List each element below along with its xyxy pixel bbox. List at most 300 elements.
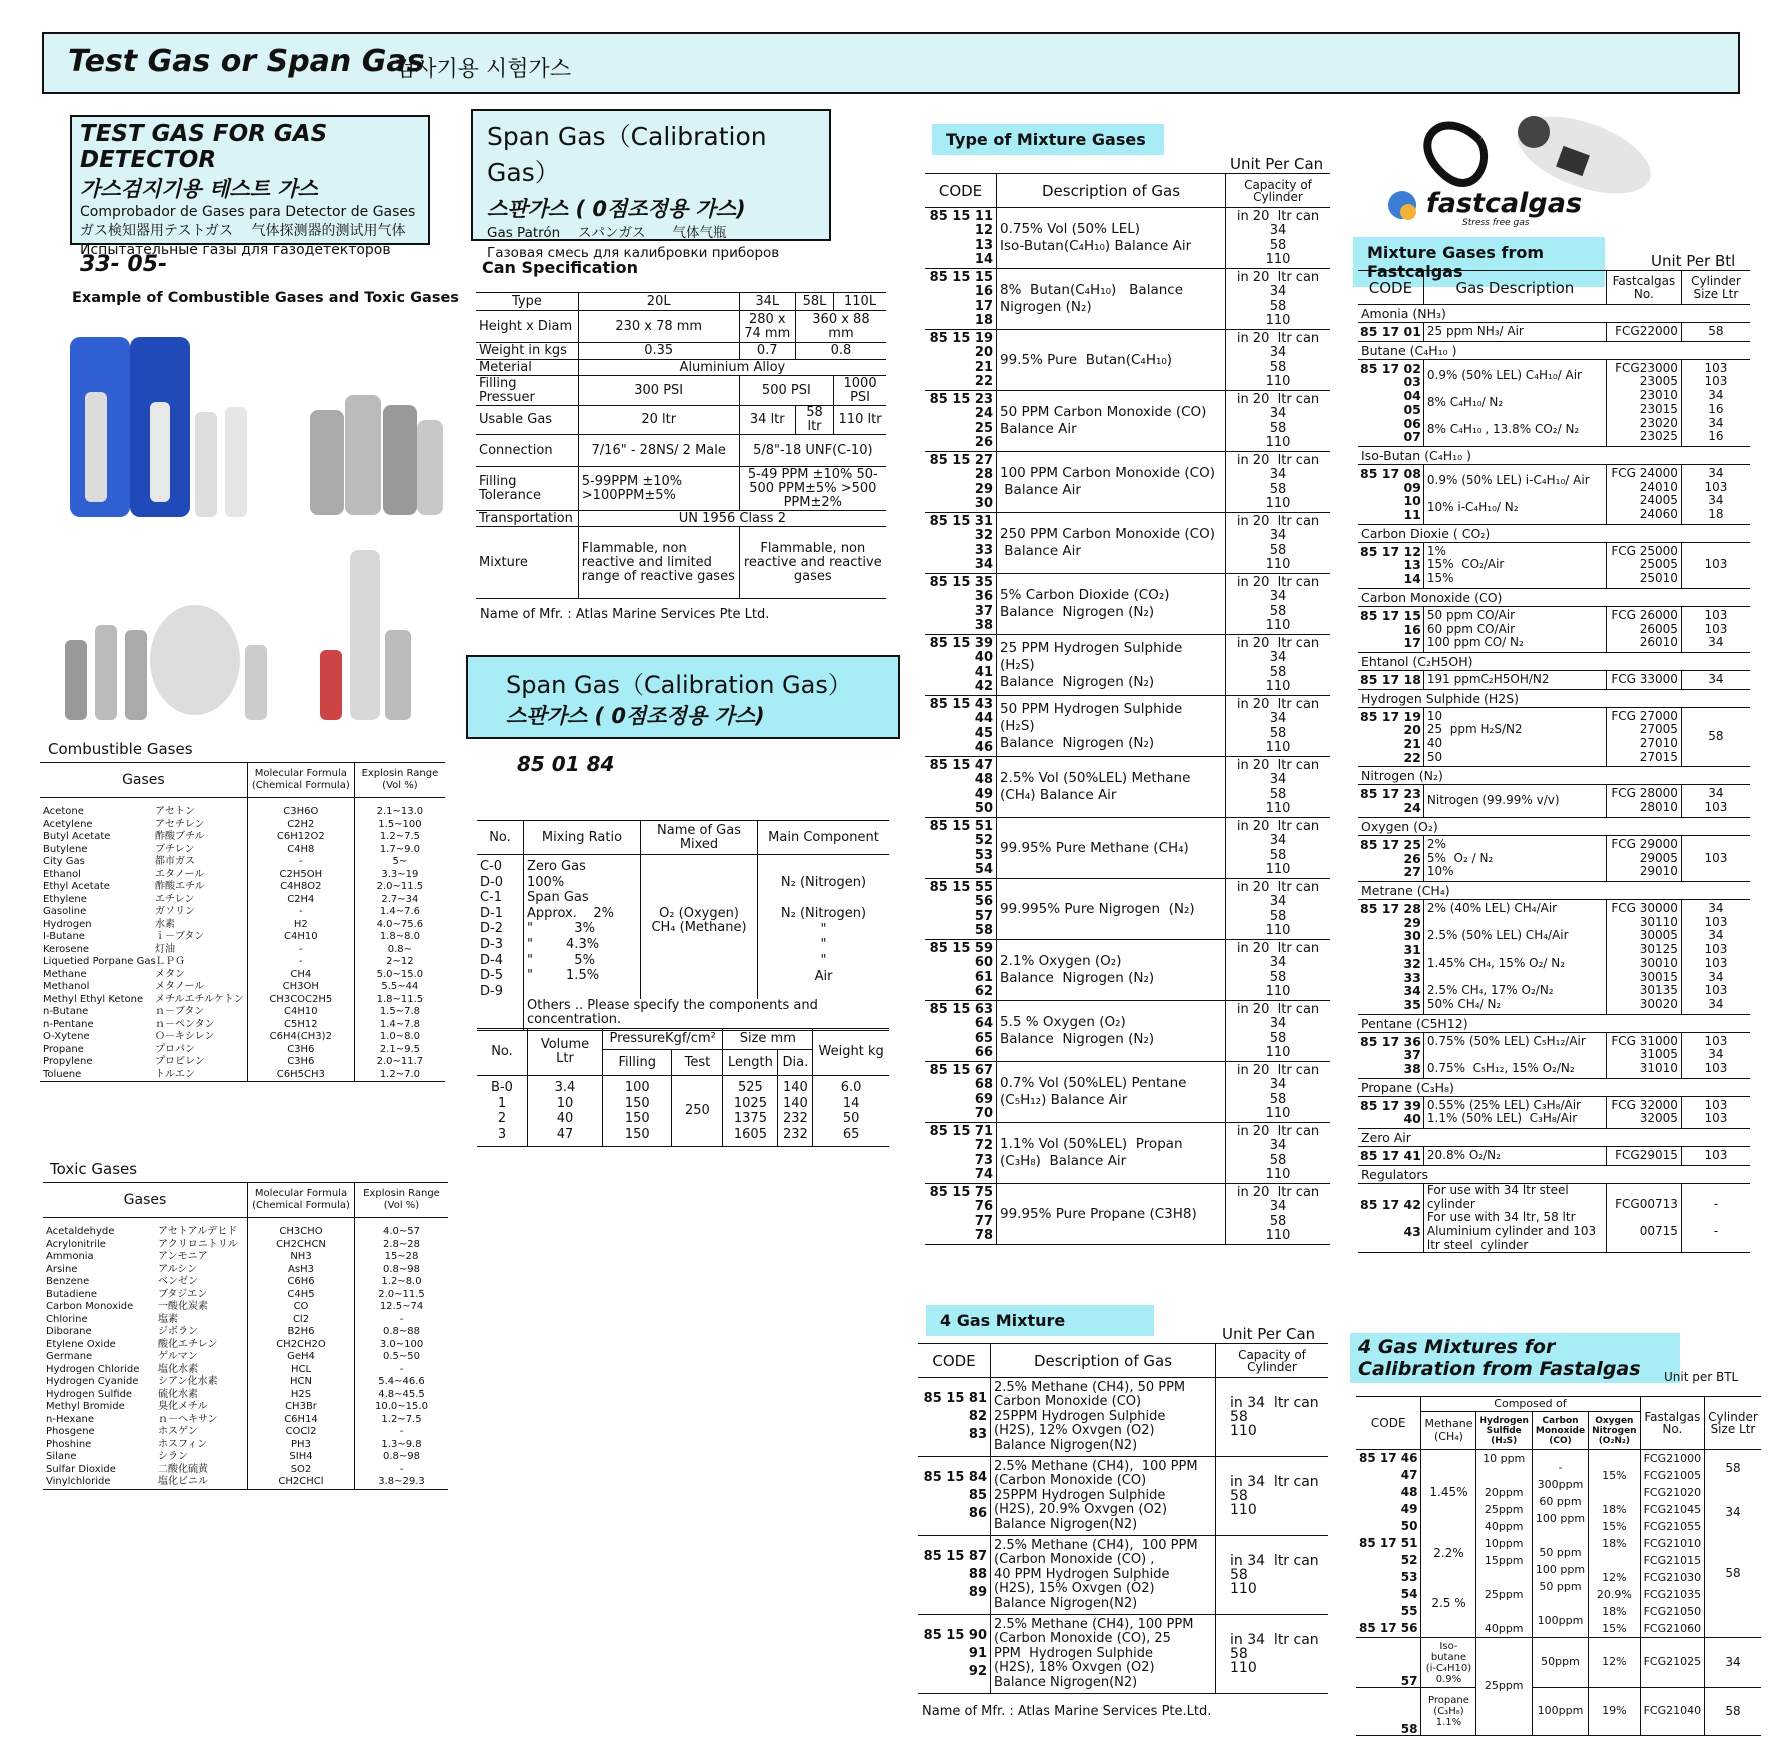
fastcal-group-header (1358, 652, 1750, 670)
four-gas-row (918, 1457, 1328, 1536)
fcal-57-size: 34 (1705, 1638, 1761, 1688)
mixture-cap: in 20 ltr can 34 58 110 (1226, 391, 1331, 452)
fastcal-group-name: Metrane (CH₄) (1361, 882, 1450, 898)
mixture-desc: 50 PPM Carbon Monoxide (CO) Balance Air (997, 391, 1226, 452)
span-gas-box-2 (466, 655, 900, 739)
mixture-types-grid (925, 173, 1330, 1245)
spec-weight-34l: 0.7 (739, 343, 795, 360)
fastcal-row (1358, 464, 1750, 524)
mixture-row (925, 818, 1330, 879)
four-gas-col-cap: Capacity of Cylinder (1216, 1344, 1329, 1378)
mixture-cap: in 20 ltr can 34 58 110 (1226, 1184, 1331, 1245)
fastcal-code: 85 17 18 (1360, 671, 1421, 687)
mixture-cap: in 20 ltr can 34 58 110 (1226, 1001, 1331, 1062)
fcal-57-co: 50ppm (1532, 1638, 1588, 1688)
fastcal-no: FCG 28000 28010 (1606, 785, 1681, 817)
mixture-row (925, 391, 1330, 452)
mixture-cap: in 20 ltr can 34 58 110 (1226, 696, 1331, 757)
toxic-table (43, 1182, 448, 1490)
mix-col-ratio: Mixing Ratio (524, 821, 641, 855)
spec-usable-58l: 58 ltr (795, 406, 833, 435)
page-title: Test Gas or Span Gas (68, 44, 425, 79)
fastcal-no: FCG 24000 24010 24005 24060 (1606, 464, 1681, 524)
spec-pressure-label: Filling Pressuer (479, 375, 535, 405)
cyl-vol-list: 3.4 10 40 47 (528, 1076, 603, 1147)
mixture-code: 85 15 47 48 49 50 (929, 758, 993, 816)
toxic-formula: CH3CHO CH2CHCN NH3 AsH3 C6H6 C4H5 CO Cl2 B2H6 CH2CH2O GeH4 HCL HCN H2S CH3Br C6H14 COCl2 PH3 SIH4 SO2 CH2CHCl (248, 1218, 355, 1490)
mixture-cap: in 20 ltr can 34 58 110 (1226, 757, 1331, 818)
mixture-cap: in 20 ltr can 34 58 110 (1226, 1123, 1331, 1184)
mixture-row (925, 940, 1330, 1001)
fastcal-grid (1358, 270, 1750, 1253)
fc-col-no: Fastcalgas No. (1606, 271, 1681, 305)
mixture-code: 85 15 71 72 73 74 (929, 1124, 993, 1182)
example-title: Example of Combustible Gases and Toxic Gases (72, 290, 459, 306)
fcal-meth-2: 2.2% (1433, 1546, 1464, 1560)
spec-pressure-34l: 500 PSI (739, 376, 833, 406)
mixture-cap: in 20 ltr can 34 58 110 (1226, 513, 1331, 574)
spec-material: Aluminium Alloy (578, 360, 886, 376)
four-gas-code: 85 15 90 91 92 (923, 1628, 987, 1679)
fastcal-no: FCG29015 (1606, 1147, 1681, 1166)
bottles-icon (315, 540, 425, 725)
mixture-code: 85 15 39 40 41 42 (929, 636, 993, 694)
fastcal-row (1358, 670, 1750, 689)
fastcal-desc: 191 ppmC₂H5OH/N2 (1423, 670, 1606, 689)
fastcal-size: 58 (1681, 323, 1750, 342)
cyl-dia-list: 140 140 232 232 (778, 1076, 813, 1147)
fastcal-group-name: Hydrogen Sulphide (H2S) (1361, 690, 1520, 706)
toxic-col-range: Explosin Range (Vol %) (355, 1183, 449, 1218)
code-33-05: 33- 05- (80, 252, 168, 277)
mixture-code: 85 15 67 68 69 70 (929, 1063, 993, 1121)
fastcal-group-name: Ehtanol (C₂H5OH) (1361, 653, 1473, 669)
four-gas-desc: 2.5% Methane (CH4), 100 PPM (Carbon Monoxide (CO) , 40 PPM Hydrogen Sulphide (H2S), 15% Oxvgen (O2) Balance Nigrogen(N2) (991, 1536, 1216, 1615)
spec-weight-label: Weight in kgs (479, 343, 567, 358)
fcal-col-o2: Oxygen Nitrogen (O₂N₂) (1589, 1412, 1640, 1450)
fastcal-code: 85 17 02 03 04 05 06 07 (1360, 360, 1421, 445)
fastcal-size: - - (1681, 1183, 1750, 1253)
fastcal-desc: 50 ppm CO/Air 60 ppm CO/Air 100 ppm CO/ N₂ (1423, 606, 1606, 652)
span-gas-box (471, 109, 831, 261)
fastcal-group-header (1358, 817, 1750, 835)
mixture-cap: in 20 ltr can 34 58 110 (1226, 574, 1331, 635)
fastcal-code: 85 17 01 (1360, 324, 1421, 339)
mixture-code: 85 15 35 36 37 38 (929, 575, 993, 633)
toxic-col-formula: Molecular Formula (Chemical Formula) (248, 1183, 355, 1218)
spec-connection-20l: 7/16" - 28NS/ 2 Male (578, 435, 739, 467)
mixture-cap: in 20 ltr can 34 58 110 (1226, 330, 1331, 391)
test-gas-jp: ガス検知器用テストガス 气体探测器的测试用气体 (80, 223, 406, 239)
combustible-range: 2.1~13.0 1.5~100 1.2~7.5 1.7~9.0 5~ 3.3~19 2.0~11.5 2.7~34 1.4~7.6 4.0~75.6 1.8~8.0 0.8~ 2~12 5.0~15.0 5.5~44 1.8~11.5 1.5~7.8 1.4~7.8 1.0~8.0 2.1~9.5 2.0~11.7 1.2~7.0 (354, 798, 445, 1082)
four-gas-row (918, 1615, 1328, 1694)
fcal-h2s-list: 10 ppm 20ppm 25ppm 40ppm 10ppm 15ppm 25ppm 40ppm (1476, 1450, 1532, 1638)
span-gas-heading: Span Gas（Calibration Gas） (487, 122, 767, 187)
fcal-o2-list: 15% 18% 15% 18% 12% 20.9% 18% 15% (1589, 1450, 1640, 1638)
spec-tolerance-20l: 5-99PPM ±10% >100PPM±5% (578, 467, 739, 511)
cyl-col-no: No. (477, 1029, 528, 1076)
fastcal-desc: 25 ppm NH₃/ Air (1423, 323, 1606, 342)
fastcal-code: 85 17 08 09 10 11 (1360, 465, 1421, 523)
mixture-row (925, 452, 1330, 513)
mixture-desc: 99.995% Pure Nigrogen (N₂) (997, 879, 1226, 940)
fastcal-group-name: Carbon Dioxie ( CO₂) (1361, 525, 1491, 541)
fastcal-row (1358, 707, 1750, 767)
mixture-row (925, 574, 1330, 635)
fastcal-group-header (1358, 588, 1750, 606)
fastcalgas-brand: fastcalgas (1426, 188, 1583, 219)
combustible-table (40, 762, 445, 1082)
fcal-meth-1: 1.45% (1429, 1485, 1468, 1499)
mixture-cap: in 20 ltr can 34 58 110 (1226, 879, 1331, 940)
spec-height-20l: 230 x 78 mm (578, 311, 739, 343)
fastcal-code: 85 17 28 29 30 31 32 33 34 35 (1360, 900, 1421, 1012)
mixture-cap: in 20 ltr can 34 58 110 (1226, 1062, 1331, 1123)
fastcal-size: 103 34 103 (1681, 1032, 1750, 1078)
mixture-cap: in 20 ltr can 34 58 110 (1226, 452, 1331, 513)
mixture-desc: 250 PPM Carbon Monoxide (CO) Balance Air (997, 513, 1226, 574)
combustible-jp: アセトン アセチレン 酢酸ブチル ブチレン 都市ガス エタノール 酢酸エチル エチレン ガソリン 水素 ｉ－ブタン 灯油 ＬＰＧ メタン メタノール メチルエチルケトン ｎ－ブタン ｎ－ペンタン Ｏ－キシレン プロパン プロピレン トルエン (155, 806, 244, 1080)
toxic-title: Toxic Gases (50, 1160, 138, 1178)
product-photo-kit (65, 332, 265, 527)
fastcal-code: 85 17 23 24 (1360, 786, 1421, 816)
test-gas-box (70, 115, 430, 258)
fcal-57-h2s: 25ppm (1476, 1638, 1532, 1736)
fastcal-group-name: Amonia (NH₃) (1361, 306, 1446, 321)
fastcal-size: 103 (1681, 835, 1750, 881)
fastcal-code: 85 17 25 26 27 (1360, 836, 1421, 880)
mixture-row (925, 269, 1330, 330)
fcal-size-3: 58 (1725, 1566, 1741, 1580)
four-gas-desc: 2.5% Methane (CH4), 100 PPM (Carbon Monoxide (CO), 25 PPM Hydrogen Sulphide (H2S), 18% Oxvgen (O2) Balance Nigrogen(N2) (991, 1615, 1216, 1694)
fastcal-group-name: Propane (C₃H₈) (1361, 1079, 1454, 1095)
fastcal-row (1358, 899, 1750, 1014)
mixture-code: 85 15 51 52 53 54 (929, 819, 993, 877)
mix-col-name: Name of Gas Mixed (641, 821, 758, 855)
mix-main-list: N₂ (Nitrogen) N₂ (Nitrogen) " " " Air (758, 855, 890, 1000)
fastcal-no: FCG00713 00715 (1606, 1183, 1681, 1253)
fastcal-code: 85 17 42 43 (1360, 1196, 1421, 1239)
mix-col-no: No. (489, 829, 511, 845)
fastcal-group-name: Regulators (1361, 1166, 1429, 1182)
span-gas-heading-kr: 스판가스 ( 0점조정용 가스) (487, 197, 746, 221)
fcal-58-o2: 19% (1589, 1688, 1640, 1736)
fastcal-code: 85 17 41 (1360, 1148, 1421, 1164)
fastcal-no: FCG 29000 29005 29010 (1606, 835, 1681, 881)
fcal-col-co: Carbon Monoxide (CO) (1532, 1412, 1588, 1450)
fastcal-no: FCG 27000 27005 27010 27015 (1606, 707, 1681, 767)
fastcalgas-logo (1384, 100, 1684, 240)
fastcal-group-name: Iso-Butan (C₄H₁₀ ) (1361, 447, 1471, 463)
fcal-58-size: 58 (1705, 1688, 1761, 1736)
cyl-fill-list: 100 150 150 150 (603, 1076, 672, 1147)
fastcal-size: 103 103 34 16 34 16 (1681, 359, 1750, 446)
four-gas-row (918, 1378, 1328, 1457)
toxic-grid (43, 1182, 448, 1490)
mixture-row (925, 1001, 1330, 1062)
four-gas-cap: in 34 ltr can 58 110 (1216, 1378, 1329, 1457)
mixture-row (925, 330, 1330, 391)
cyl-test: 250 (672, 1076, 723, 1147)
mixture-code: 85 15 11 12 13 14 (929, 209, 993, 267)
fastcal-code: 85 17 39 40 (1360, 1097, 1421, 1127)
fastcal-desc: 20.8% O₂/N₂ (1423, 1147, 1606, 1166)
four-gas-desc: 2.5% Methane (CH4), 50 PPM Carbon Monoxide (CO) 25PPM Hydrogen Sulphide (H2S), 12% Oxvgen (O2) Balance Nigrogen(N2) (991, 1378, 1216, 1457)
fcal-58-code: 58 (1400, 1721, 1418, 1736)
fastcal-group-header (1358, 305, 1750, 323)
page-title-korean: 검사기용 시험가스 (394, 57, 572, 82)
mixture-desc: 2.1% Oxygen (O₂) Balance Nigrogen (N₂) (997, 940, 1226, 1001)
spec-weight-58l: 0.8 (795, 343, 886, 360)
cyl-no-list: B-0 1 2 3 (491, 1080, 513, 1142)
toxic-jp: アセトアルデヒド アクリロニトリル アンモニア アルシン ベンゼン ブタジエン 一酸化炭素 塩素 ジボラン 酸化エチレン ゲルマン 塩化水素 シアン化水素 硫化水素 臭化メチル ｎ－ヘキサン ホスゲン ホスフィン シラン 二酸化硫黄 塩化ビニル (158, 1226, 238, 1487)
fastcal-no: FCG 30000 30110 30005 30125 30010 30015 30135 30020 (1606, 899, 1681, 1014)
fastcal-group-header (1358, 881, 1750, 899)
four-gas-table (918, 1343, 1328, 1719)
fastcal-no: FCG 33000 (1606, 670, 1681, 689)
fastcal-group-header (1358, 689, 1750, 707)
spec-material-label: Meterial (479, 359, 532, 375)
fastcalgas-tagline: Stress free gas (1462, 218, 1530, 228)
spec-type-20l: 20L (578, 293, 739, 311)
four-gas-code: 85 15 84 85 86 (923, 1470, 987, 1521)
can-spec-mfr: Name of Mfr. : Atlas Marine Services Pte Ltd. (480, 607, 770, 622)
fcal-size-2: 34 (1725, 1505, 1741, 1519)
four-cal-unit: Unit per BTL (1664, 1370, 1739, 1384)
mixture-row (925, 1062, 1330, 1123)
fastcal-row (1358, 359, 1750, 446)
fastcal-group-header (1358, 524, 1750, 542)
four-cal-grid (1356, 1396, 1761, 1736)
four-gas-title: 4 Gas Mixture (926, 1305, 1154, 1336)
spec-usable-110l: 110 ltr (834, 406, 886, 435)
fastcal-size: 103 103 34 (1681, 606, 1750, 652)
mix-ratio-list: Zero Gas 100% Span Gas Approx. 2% " 3% " 4.3% " 5% " 1.5% (524, 855, 641, 1000)
fastcal-no: FCG 31000 31005 31010 (1606, 1032, 1681, 1078)
spec-type-110l: 110L (834, 293, 886, 311)
fc-col-code: CODE (1368, 278, 1413, 297)
mixture-row (925, 208, 1330, 269)
fcal-col-code: CODE (1356, 1397, 1421, 1450)
mixture-desc: 1.1% Vol (50%LEL) Propan (C₃H₈) Balance Air (997, 1123, 1226, 1184)
fastcal-row (1358, 1096, 1750, 1128)
fastcal-group-name: Butane (C₄H₁₀ ) (1361, 342, 1457, 358)
fastcal-row (1358, 1183, 1750, 1253)
mixture-types-title: Type of Mixture Gases (932, 124, 1164, 155)
col-gases: Gases (122, 771, 165, 788)
fastcal-row (1358, 835, 1750, 881)
fastcal-size: 103 (1681, 542, 1750, 588)
mixture-code: 85 15 23 24 25 26 (929, 392, 993, 450)
mix-types-col-cap: Capacity of Cylinder (1226, 174, 1331, 208)
mixture-code: 85 15 55 56 57 58 (929, 880, 993, 938)
spec-mixture-20l: Flammable, non reactive and limited range of reactive gases (578, 527, 739, 599)
spec-usable-20l: 20 ltr (578, 406, 739, 435)
product-photo-bottles (315, 540, 425, 725)
mix-types-col-desc: Description of Gas (997, 174, 1226, 208)
can-spec-table (476, 292, 886, 622)
fastcal-no: FCG23000 23005 23010 23015 23020 23025 (1606, 359, 1681, 446)
can-spec-grid (476, 292, 886, 599)
toxic-range: 4.0~57 2.8~28 15~28 0.8~98 1.2~8.0 2.0~11.5 12.5~74 - 0.8~88 3.0~100 0.5~50 - 5.4~46.6 4.8~45.5 10.0~15.0 1.2~7.5 - 1.3~9.8 0.8~98 - 3.8~29.3 (355, 1218, 449, 1490)
combustible-names: Acetone Acetylene Butyl Acetate Butylene City Gas Ethanol Ethyl Acetate Ethylene Gasoline Hydrogen I-Butane Kerosene Liquetied Porpane Gas Methane Methanol Methyl Ethyl Ketone n-Butane n-Pentane O-Xytene Propane Propylene Toluene (43, 806, 156, 1080)
spec-usable-34l: 34 ltr (739, 406, 795, 435)
mixture-code: 85 15 59 60 61 62 (929, 941, 993, 999)
cyl-col-weight: Weight kg (813, 1029, 889, 1076)
fastcal-group-header (1358, 446, 1750, 464)
spec-mixture-other: Flammable, non reactive and reactive gases (739, 527, 886, 599)
spec-pressure-20l: 300 PSI (578, 376, 739, 406)
fcal-col-h2s: Hydrogen Sulfide (H₂S) (1476, 1412, 1532, 1450)
spec-type-58l: 58L (795, 293, 833, 311)
fastcal-desc: 0.55% (25% LEL) C₃H₈/Air 1.1% (50% LEL) C₃H₈/Air (1423, 1096, 1606, 1128)
fastcal-code: 85 17 36 37 38 (1360, 1033, 1421, 1077)
mixture-desc: 99.95% Pure Methane (CH₄) (997, 818, 1226, 879)
four-gas-mfr: Name of Mfr. : Atlas Marine Services Pte.Ltd. (922, 1704, 1212, 1719)
mixture-desc: 2.5% Vol (50%LEL) Methane (CH₄) Balance Air (997, 757, 1226, 818)
mixture-row (925, 757, 1330, 818)
four-gas-cap: in 34 ltr can 58 110 (1216, 1536, 1329, 1615)
mixture-types-table (925, 173, 1330, 1245)
four-gas-desc: 2.5% Methane (CH4), 100 PPM (Carbon Monoxide (CO) 25PPM Hydrogen Sulphide (H2S), 20.9% Oxvgen (O2) Balance Nigrogen(N2) (991, 1457, 1216, 1536)
fastcal-group-header (1358, 767, 1750, 785)
product-photo-cylinders (55, 550, 285, 725)
fastcal-group-header (1358, 1014, 1750, 1032)
spec-tolerance-label: Filling Tolerance (479, 473, 541, 503)
four-cal-title: 4 Gas Mixtures for Calibration from Fastalgas (1350, 1333, 1680, 1383)
fastcal-group-header (1358, 341, 1750, 359)
mixture-row (925, 696, 1330, 757)
cylinders-icon (55, 550, 285, 725)
spec-transport: UN 1956 Class 2 (578, 511, 886, 527)
fastcal-desc: 2% (40% LEL) CH₄/Air 2.5% (50% LEL) CH₄/Air 1.45% CH₄, 15% O₂/ N₂ 2.5% CH₄, 17% O₂/N₂ 50% CH₄/ N₂ (1423, 899, 1606, 1014)
fcal-57-code: 57 (1400, 1673, 1418, 1688)
mixture-cap: in 20 ltr can 34 58 110 (1226, 269, 1331, 330)
spec-type-34l: 34L (739, 293, 795, 311)
regulator-icon (1384, 100, 1684, 240)
mixture-desc: 8% Butan(C₄H₁₀) Balance Nigrogen (N₂) (997, 269, 1226, 330)
cyl-col-length: Length (723, 1050, 778, 1076)
four-cal-table (1356, 1396, 1758, 1736)
fcal-no-list: FCG21000 FCG21005 FCG21020 FCG21045 FCG21055 FCG21010 FCG21015 FCG21030 FCG21035 FCG21050 FCG21060 (1640, 1450, 1705, 1638)
mixture-desc: 5.5 % Oxygen (O₂) Balance Nigrogen (N₂) (997, 1001, 1226, 1062)
fastcal-group-header (1358, 1165, 1750, 1183)
four-gas-grid (918, 1343, 1328, 1694)
fastcal-group-name: Pentane (C5H12) (1361, 1015, 1468, 1031)
fastcal-size: 58 (1681, 707, 1750, 767)
test-gas-heading: TEST GAS FOR GAS DETECTOR (80, 121, 328, 173)
fastcal-size: 34 103 34 103 103 34 103 34 (1681, 899, 1750, 1014)
cyl-col-filling: Filling (603, 1050, 672, 1076)
mixture-code: 85 15 27 28 29 30 (929, 453, 993, 511)
mixture-desc: 0.7% Vol (50%LEL) Pentane (C₅H₁₂) Balance Air (997, 1062, 1226, 1123)
gas-kit-icon (65, 332, 265, 527)
fcal-col-no: Fastalgas No. (1640, 1397, 1705, 1450)
fastcal-size: 103 (1681, 1147, 1750, 1166)
fastcal-size: 103 103 (1681, 1096, 1750, 1128)
mixture-row (925, 513, 1330, 574)
fcal-col-methane: Methane (CH₄) (1421, 1412, 1476, 1450)
fastcal-desc: 0.9% (50% LEL) C₄H₁₀/ Air 8% C₄H₁₀/ N₂ 8% C₄H₁₀ , 13.8% CO₂/ N₂ (1423, 359, 1606, 446)
mixing-table (477, 820, 889, 1031)
mixture-code: 85 15 75 76 77 78 (929, 1185, 993, 1243)
fastcal-size: 34 103 34 18 (1681, 464, 1750, 524)
mixture-desc: 99.95% Pure Propane (C3H8) (997, 1184, 1226, 1245)
fastcal-group-name: Zero Air (1361, 1130, 1411, 1146)
four-gas-cap: in 34 ltr can 58 110 (1216, 1615, 1329, 1694)
fastcal-desc: 1% 15% CO₂/Air 15% (1423, 542, 1606, 588)
fastcal-row (1358, 1032, 1750, 1078)
fastcal-row (1358, 606, 1750, 652)
mixture-desc: 0.75% Vol (50% LEL) Iso-Butan(C₄H₁₀) Balance Air (997, 208, 1226, 269)
four-gas-cap: in 34 ltr can 58 110 (1216, 1457, 1329, 1536)
four-gas-row (918, 1536, 1328, 1615)
mix-no-list: C-0 D-0 C-1 D-1 D-2 D-3 D-4 D-5 D-9 (480, 859, 503, 999)
mixture-row (925, 635, 1330, 696)
fastcal-row (1358, 323, 1750, 342)
cyl-col-test: Test (672, 1050, 723, 1076)
fastcal-code: 85 17 15 16 17 (1360, 607, 1421, 651)
fastcal-code: 85 17 12 13 14 (1360, 543, 1421, 587)
fcal-col-size: Cylinder Size Ltr (1705, 1397, 1761, 1450)
spec-pressure-110l: 1000 PSI (834, 376, 886, 406)
spec-tolerance-other: 5-49 PPM ±10% 50-500 PPM±5% >500 PPM±2% (739, 467, 886, 511)
toxic-names: Acetaldehyde Acrylonitrile Ammonia Arsine Benzene Butadiene Carbon Monoxide Chlorine Diborane Etylene Oxide Germane Hydrogen Chloride Hydrogen Cyanide Hydrogen Sulfide Methyl Bromide n-Hexane Phosgene Phoshine Silane Sulfar Dioxide Vinylchloride (46, 1226, 140, 1487)
fastcal-row (1358, 542, 1750, 588)
fastcal-group-name: Carbon Monoxide (CO) (1361, 589, 1503, 605)
fastcal-group-name: Nitrogen (N₂) (1361, 768, 1443, 784)
mixture-code: 85 15 19 20 21 22 (929, 331, 993, 389)
fastcal-group-header (1358, 1129, 1750, 1147)
fastcal-desc: 2% 5% O₂ / N₂ 10% (1423, 835, 1606, 881)
fastcal-title: Mixture Gases from Fastcalgas (1353, 237, 1605, 287)
toxic-col-gases: Gases (123, 1191, 167, 1208)
fastcal-unit: Unit Per Btl (1651, 252, 1736, 270)
fc-col-desc: Gas Description (1423, 271, 1606, 305)
fcal-co-list: - 300ppm 60 ppm 100 ppm 50 ppm 100 ppm 50 ppm 100ppm (1532, 1450, 1588, 1638)
product-photo-cans (305, 370, 445, 520)
fcal-57-o2: 12% (1589, 1638, 1640, 1688)
fcal-57-no: FCG21025 (1640, 1638, 1705, 1688)
fc-col-size: Cylinder Size Ltr (1681, 271, 1750, 305)
fastcal-code: 85 17 19 20 21 22 (1360, 708, 1421, 765)
cyl-col-volume: Volume Ltr (528, 1029, 603, 1076)
gas-cans-icon (305, 370, 445, 520)
fastcal-row (1358, 785, 1750, 817)
fastcal-desc: 0.75% (50% LEL) C₅H₁₂/Air 0.75% C₅H₁₂, 15% O₂/N₂ (1423, 1032, 1606, 1078)
fcal-57-meth: Iso-butane (i-C₄H10) 0.9% (1421, 1638, 1476, 1688)
mixture-row (925, 1123, 1330, 1184)
spec-weight-20l: 0.35 (578, 343, 739, 360)
mix-name-list: O₂ (Oxygen) CH₄ (Methane) (641, 855, 758, 1000)
mixture-desc: 5% Carbon Dioxide (CO₂) Balance Nigrogen (N₂) (997, 574, 1226, 635)
test-gas-heading-kr: 가스검지기용 테스트 가스 (80, 177, 318, 201)
fastcal-no: FCG22000 (1606, 323, 1681, 342)
mixture-desc: 100 PPM Carbon Monoxide (CO) Balance Air (997, 452, 1226, 513)
combustible-formula: C3H6O C2H2 C6H12O2 C4H8 - C2H5OH C4H8O2 C2H4 - H2 C4H10 - - CH4 CH3OH CH3COC2H5 C4H10 C5H12 C6H4(CH3)2 C3H6 C3H6 C6H5CH3 (247, 798, 354, 1082)
fastcal-desc: Nitrogen (99.99% v/v) (1423, 785, 1606, 817)
fcal-58-no: FCG21040 (1640, 1688, 1705, 1736)
fastcal-group-header (1358, 1078, 1750, 1096)
mixture-cap: in 20 ltr can 34 58 110 (1226, 208, 1331, 269)
fcal-meth-3: 2.5 % (1431, 1596, 1466, 1610)
spec-height-label: Height x Diam (479, 318, 573, 334)
spec-transport-label: Transportation (479, 510, 573, 526)
fastcal-desc: For use with 34 ltr steel cylinder For use with 34 ltr, 58 ltr Aluminium cylinder and 103 ltr steel cylinder (1423, 1183, 1606, 1253)
fastcal-row (1358, 1147, 1750, 1166)
mixture-desc: 50 PPM Hydrogen Sulphide (H₂S) Balance Nigrogen (N₂) (997, 696, 1226, 757)
cyl-col-pressure: PressureKgf/cm² (603, 1029, 723, 1050)
